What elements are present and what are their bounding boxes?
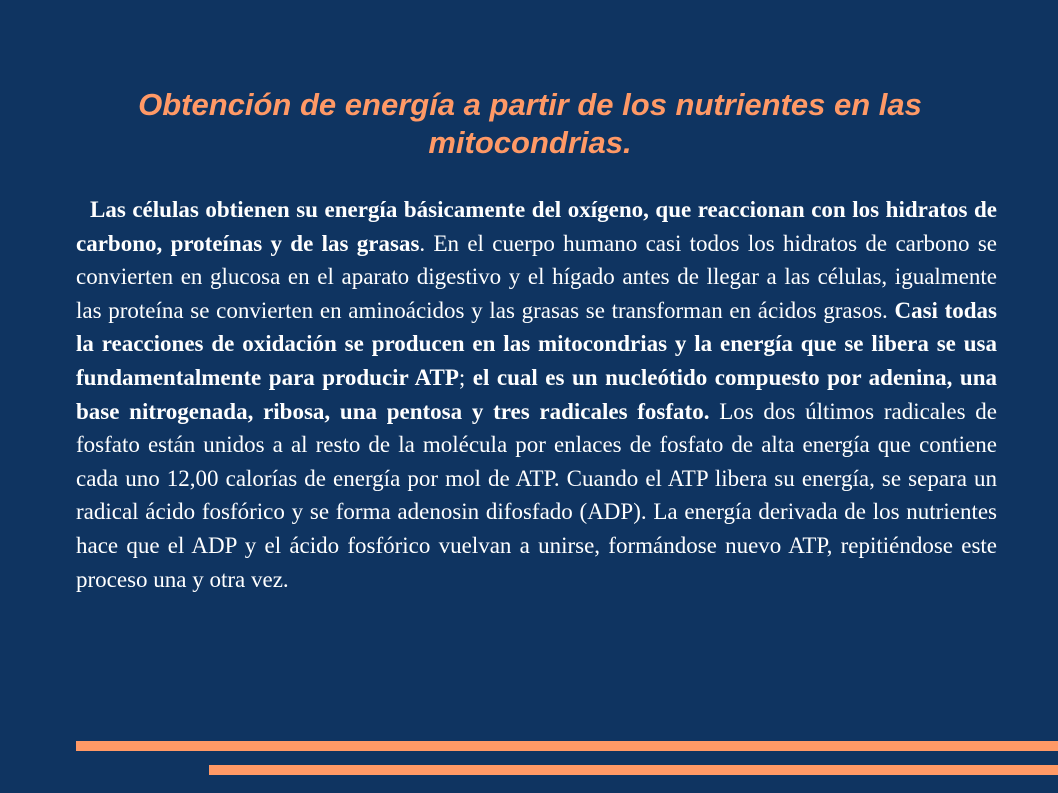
decorative-bar-top (76, 741, 1058, 751)
body-paragraph (76, 193, 997, 596)
bold-nucleotide: el cual es un nucleótido compuesto por adenina, una base nitrogenada, ribosa, una pentosa y tres radicales fosfato. (76, 364, 998, 424)
bold-intro: Las células obtienen su energía básicamente del oxígeno, que reaccionan con los hidratos de carbono, proteínas y de las grasas (76, 197, 997, 256)
text-segment-6: Los dos últimos radicales de fosfato están unidos a al resto de la molécula por enlaces de fosfato de alta energía que contiene cada uno 12,00 calorías de energía por mol de ATP. Cuando el ATP libera su energía, se separa un radical ácido fosfórico y se forma adenosin difosfado (ADP). La energía derivada de los nutrientes hace que el ADP y el ácido fosfórico vuelvan a unirse, formándose nuevo ATP, repitiéndose este proceso una y otra vez. (76, 398, 997, 592)
text-segment-2: . En el cuerpo humano casi todos los hidratos de carbono se convierten en glucosa en el aparato digestivo y el hígado antes de llegar a las células, igualmente las proteína se convierten en aminoácidos y las grasas se transforman en ácidos grasos. (76, 230, 997, 323)
slide-title: Obtención de energía a partir de los nutrientes en las mitocondrias. (138, 87, 922, 160)
text-segment-4: ; (458, 364, 473, 390)
decorative-bar-bottom (209, 765, 1058, 775)
bold-oxidation: Casi todas la reacciones de oxidación se producen en las mitocondrias y la energía que se libera se usa fundamentalmente para producir ATP (76, 297, 997, 390)
